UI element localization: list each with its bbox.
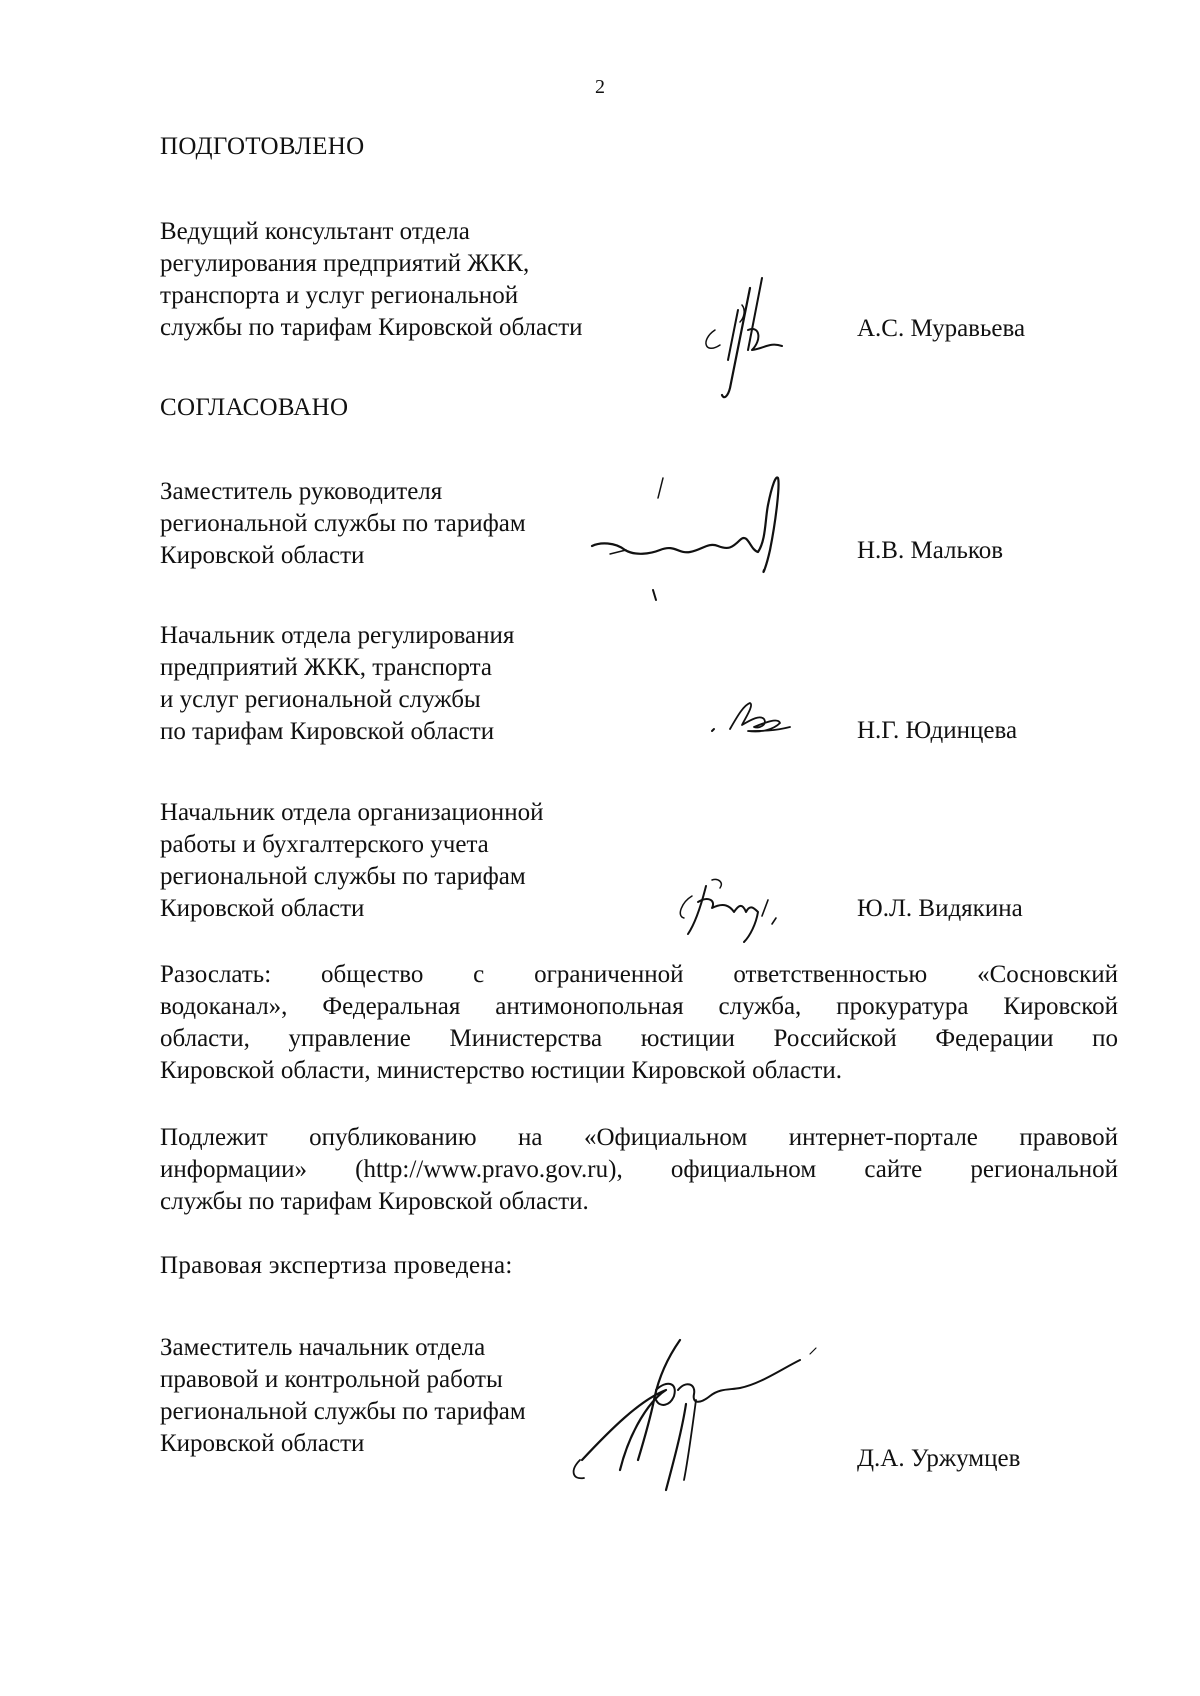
position-line: и услуг региональной службы — [160, 686, 481, 713]
position-line: работы и бухгалтерского учета — [160, 831, 489, 858]
position-line: Начальник отдела регулирования — [160, 622, 515, 649]
agreed-signer-3-position — [160, 797, 543, 925]
signature-yudintseva — [708, 695, 798, 755]
position-line: Кировской области — [160, 542, 365, 569]
distribution-line: Кировской области, министерство юстиции Кировской области. — [160, 1057, 842, 1084]
legal-review-signer-position — [160, 1332, 526, 1460]
agreed-signer-1-name: Н.В. Мальков — [857, 537, 1004, 564]
signature-vidyakina — [672, 872, 792, 952]
position-line: региональной службы по тарифам — [160, 863, 526, 890]
legal-review-heading: Правовая экспертиза проведена: — [160, 1252, 513, 1279]
position-line: по тарифам Кировской области — [160, 718, 495, 745]
position-line: Кировской области — [160, 895, 365, 922]
prepared-signer-position — [160, 216, 583, 344]
position-line: регулирования предприятий ЖКК, — [160, 250, 530, 277]
signature-muravyeva — [690, 270, 830, 410]
agreed-signer-3-name: Ю.Л. Видякина — [857, 895, 1023, 922]
signature-urzhumtsev — [570, 1330, 850, 1500]
legal-review-signer-name: Д.А. Уржумцев — [857, 1445, 1021, 1472]
position-line: службы по тарифам Кировской области — [160, 314, 583, 341]
agreed-signer-1-position — [160, 476, 526, 572]
position-line: Заместитель начальник отдела — [160, 1334, 486, 1361]
position-line: предприятий ЖКК, транспорта — [160, 654, 492, 681]
distribution-line: области, управление Министерства юстиции Российской Федерации по — [160, 1025, 1118, 1052]
distribution-line: водоканал», Федеральная антимонопольная служба, прокуратура Кировской — [160, 993, 1118, 1020]
position-line: правовой и контрольной работы — [160, 1366, 503, 1393]
position-line: Кировской области — [160, 1430, 365, 1457]
publication-line: Подлежит опубликованию на «Официальном интернет-портале правовой — [160, 1124, 1118, 1151]
prepared-heading: ПОДГОТОВЛЕНО — [160, 133, 365, 160]
page-number: 2 — [595, 76, 605, 98]
position-line: региональной службы по тарифам — [160, 1398, 526, 1425]
agreed-signer-2-position — [160, 620, 514, 748]
position-line: Ведущий консультант отдела — [160, 218, 470, 245]
publication-line: службы по тарифам Кировской области. — [160, 1188, 589, 1215]
position-line: региональной службы по тарифам — [160, 510, 526, 537]
agreed-signer-2-name: Н.Г. Юдинцева — [857, 717, 1018, 744]
prepared-signer-name: А.С. Муравьева — [857, 315, 1026, 342]
position-line: транспорта и услуг региональной — [160, 282, 519, 309]
distribution-paragraph — [160, 959, 1118, 1087]
publication-paragraph — [160, 1122, 1118, 1218]
signature-malkov — [590, 470, 830, 610]
position-line: Заместитель руководителя — [160, 478, 443, 505]
position-line: Начальник отдела организационной — [160, 799, 544, 826]
publication-line: информации» (http://www.pravo.gov.ru), официальном сайте региональной — [160, 1156, 1118, 1183]
distribution-line: Разослать: общество с ограниченной ответственностью «Сосновский — [160, 961, 1118, 988]
agreed-heading: СОГЛАСОВАНО — [160, 394, 349, 421]
